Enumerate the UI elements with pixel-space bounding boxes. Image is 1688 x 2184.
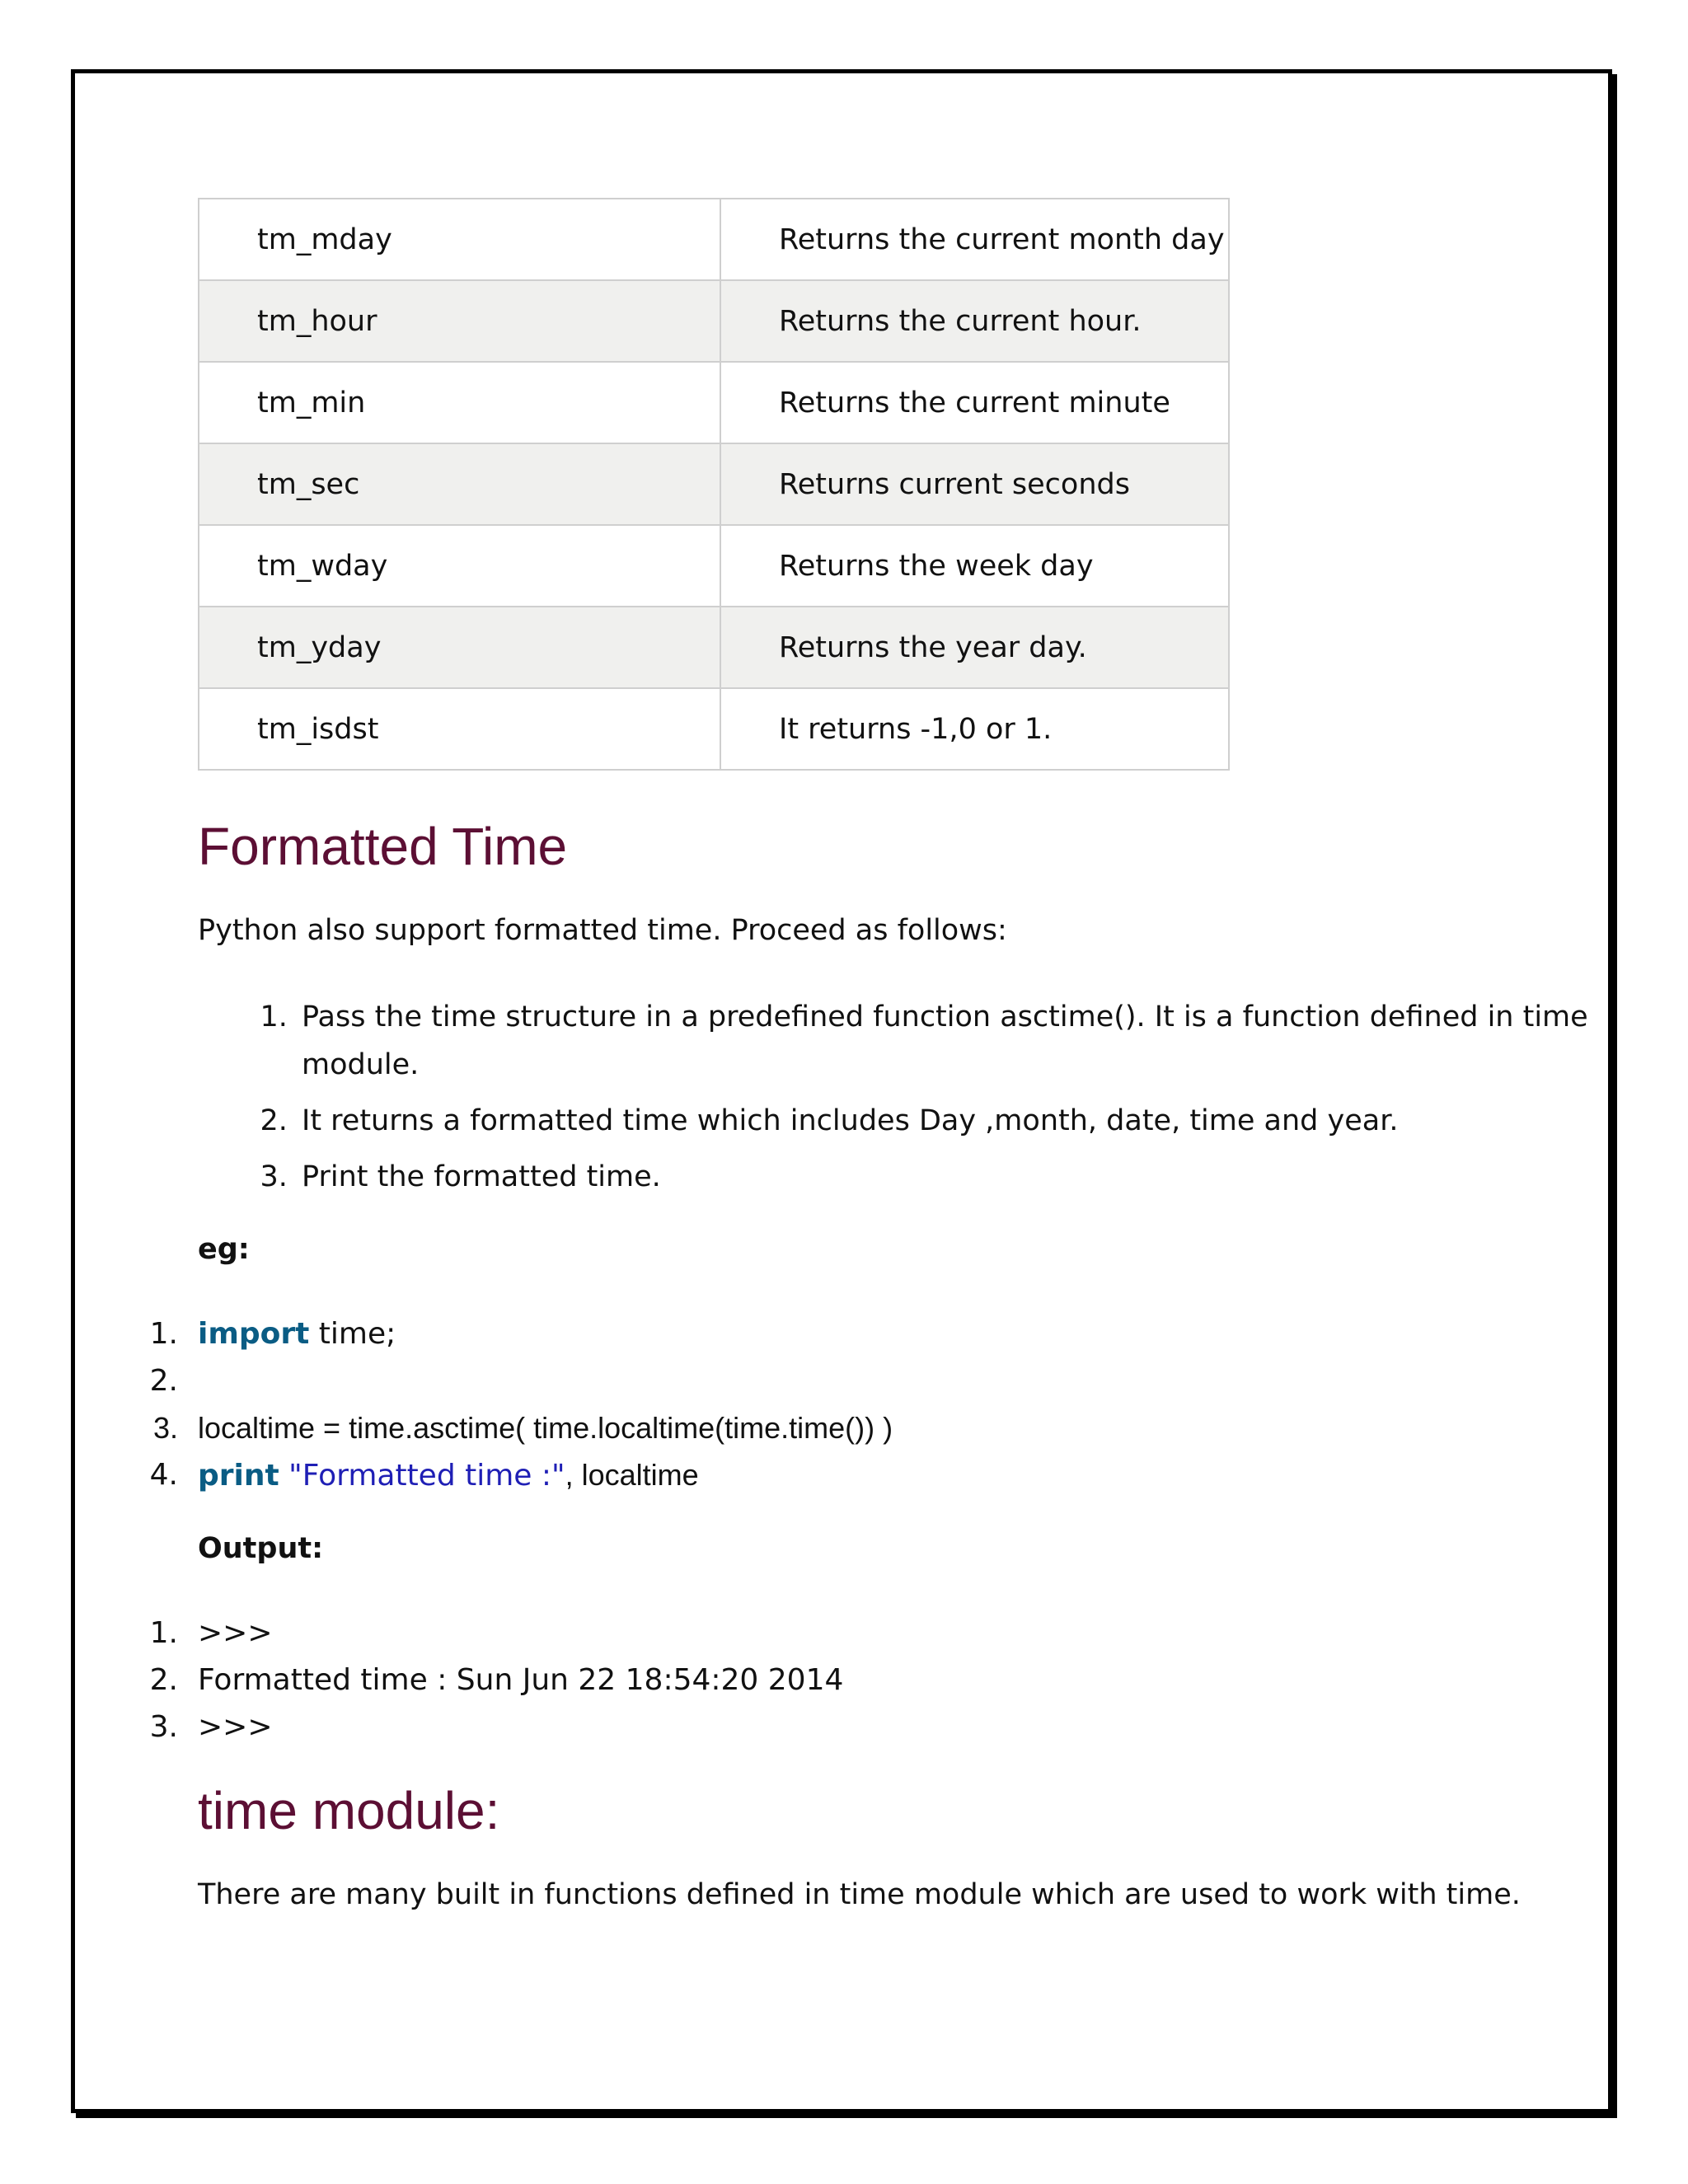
code-text: , localtime xyxy=(565,1458,699,1492)
output-line: >>> xyxy=(198,1616,273,1650)
intro-paragraph: Python also support formatted time. Proceed as follows: xyxy=(198,914,1007,947)
attribute-cell: tm_isdst xyxy=(199,688,720,770)
attribute-cell: tm_hour xyxy=(199,280,720,362)
list-item: 3. Print the formatted time. xyxy=(297,1153,1599,1201)
description-cell: Returns current seconds xyxy=(720,443,1229,525)
description-cell: Returns the current minute xyxy=(720,362,1229,443)
time-module-paragraph: There are many built in functions defined in time module which are used to work with time. xyxy=(198,1878,1521,1911)
code-line xyxy=(198,1310,893,1357)
table-row xyxy=(199,525,1229,607)
description-cell: Returns the current month day xyxy=(720,199,1229,280)
description-cell: It returns -1,0 or 1. xyxy=(720,688,1229,770)
output-line: Formatted time : Sun Jun 22 18:54:20 2014 xyxy=(198,1663,844,1697)
section-heading-time-module: time module: xyxy=(198,1781,500,1840)
table-row xyxy=(199,443,1229,525)
attribute-cell: tm_sec xyxy=(199,443,720,525)
steps-list xyxy=(198,993,1599,1209)
table-row xyxy=(199,199,1229,280)
list-item: 1. Pass the time structure in a predefined function asctime(). It is a function defined in time module. xyxy=(297,993,1599,1089)
code-line xyxy=(198,1357,893,1404)
code-line xyxy=(198,1451,893,1499)
description-cell: Returns the current hour. xyxy=(720,280,1229,362)
code-string: "Formatted time :" xyxy=(279,1459,565,1493)
code-keyword: print xyxy=(198,1459,279,1493)
description-cell: Returns the year day. xyxy=(720,607,1229,688)
table-row xyxy=(199,688,1229,770)
code-keyword: import xyxy=(198,1317,310,1351)
struct-time-attributes-table xyxy=(198,198,1230,771)
code-text: time; xyxy=(309,1317,396,1351)
section-heading-formatted-time: Formatted Time xyxy=(198,817,568,876)
table-row xyxy=(199,280,1229,362)
output-label: Output: xyxy=(198,1532,324,1565)
description-cell: Returns the week day xyxy=(720,525,1229,607)
attribute-cell: tm_min xyxy=(199,362,720,443)
attribute-cell: tm_mday xyxy=(199,199,720,280)
code-text: localtime = time.asctime( time.localtime(time.time()) ) xyxy=(198,1411,893,1445)
example-label: eg: xyxy=(198,1233,250,1266)
code-listing xyxy=(148,1310,893,1499)
code-line xyxy=(198,1404,893,1451)
attribute-cell: tm_wday xyxy=(199,525,720,607)
table-row xyxy=(199,607,1229,688)
table-row xyxy=(199,362,1229,443)
attribute-cell: tm_yday xyxy=(199,607,720,688)
output-line: >>> xyxy=(198,1710,273,1744)
output-listing xyxy=(148,1610,843,1750)
list-item: 2. It returns a formatted time which includes Day ,month, date, time and year. xyxy=(297,1097,1599,1145)
